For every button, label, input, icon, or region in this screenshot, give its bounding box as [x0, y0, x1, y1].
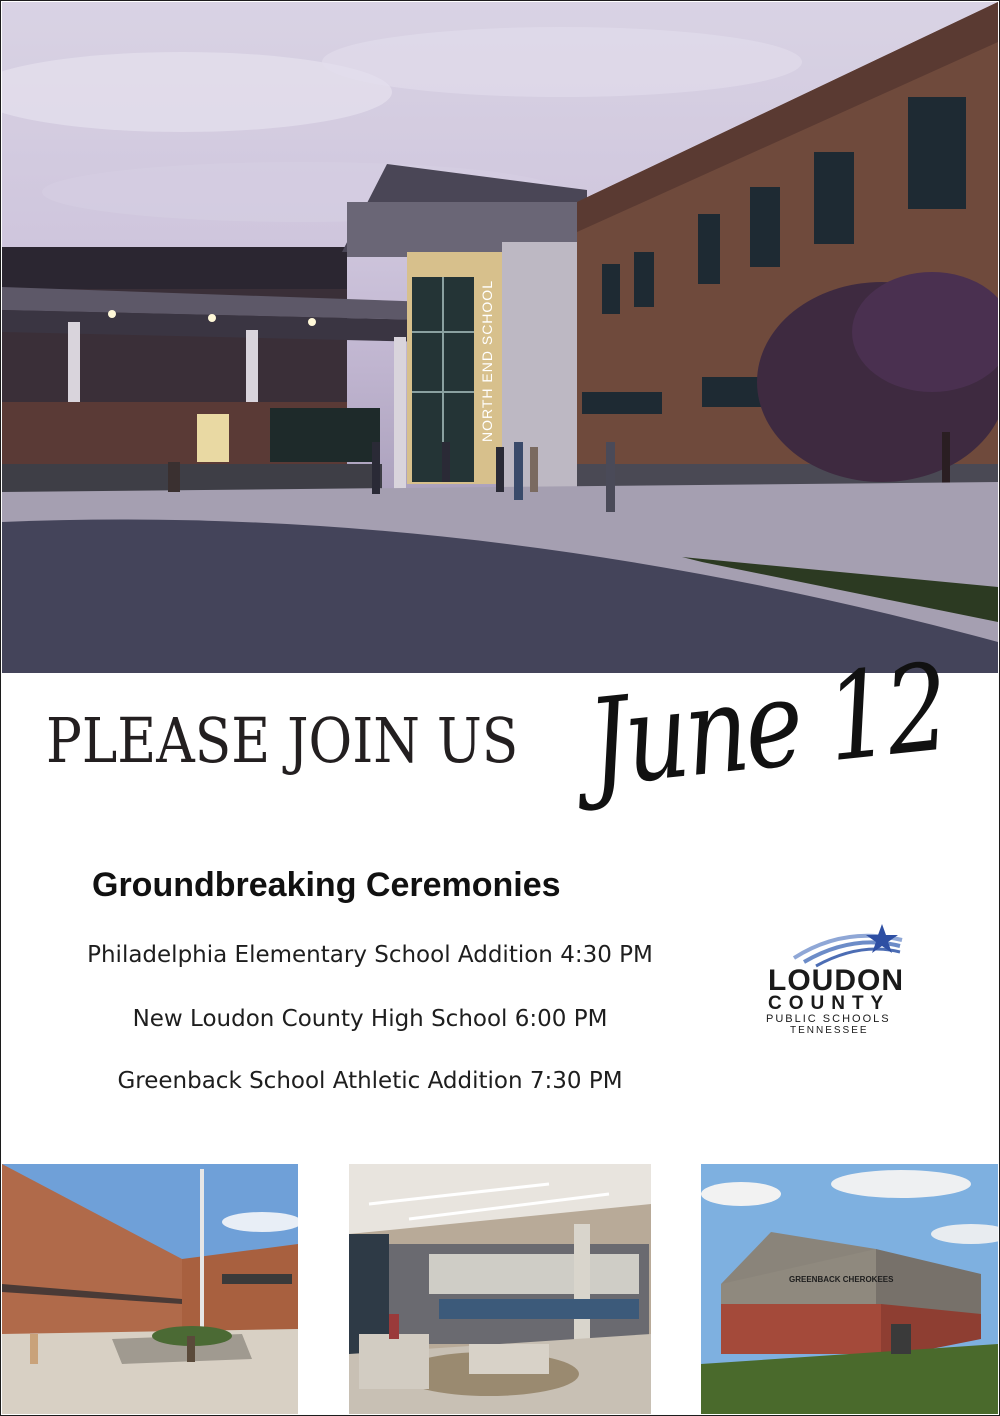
- invitation-headline: PLEASE JOIN US: [46, 704, 519, 777]
- rendering-high-school-commons: [349, 1164, 651, 1414]
- events-title: Groundbreaking Ceremonies: [92, 866, 561, 904]
- event-item: New Loudon County High School 6:00 PM: [132, 1006, 608, 1032]
- loudon-county-logo: [764, 918, 914, 1038]
- hero-rendering: [2, 2, 998, 673]
- gym-sign: GREENBACK CHEROKEES: [789, 1275, 894, 1284]
- logo-line-4: TENNESSEE: [790, 1025, 869, 1036]
- logo-line-2: COUNTY: [768, 993, 891, 1014]
- event-date: June 12: [582, 638, 953, 815]
- rendering-elementary-addition: [2, 1164, 298, 1414]
- event-item: Greenback School Athletic Addition 7:30 PM: [117, 1068, 623, 1094]
- logo-line-3: PUBLIC SCHOOLS: [766, 1013, 891, 1025]
- building-sign: NORTH END SCHOOL: [479, 280, 495, 442]
- rendering-athletic-addition: [701, 1164, 998, 1414]
- logo-line-1: LOUDON: [768, 964, 904, 997]
- event-item: Philadelphia Elementary School Addition 4:30 PM: [87, 942, 653, 968]
